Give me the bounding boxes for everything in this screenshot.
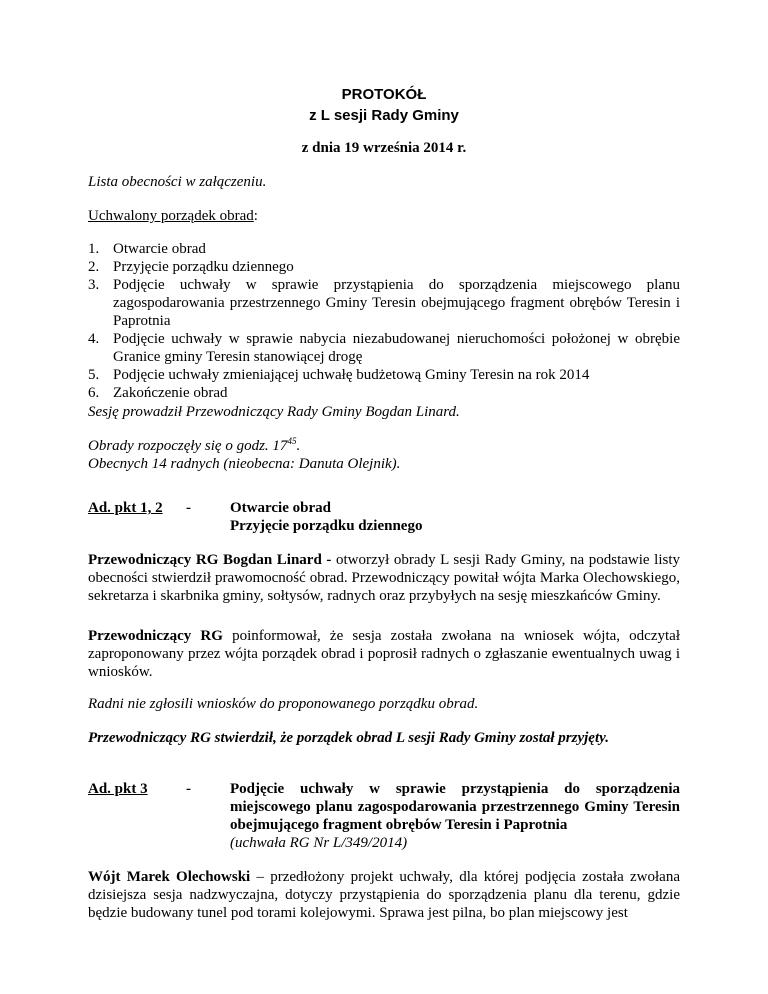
- agenda-item-text: Zakończenie obrad: [113, 385, 228, 401]
- section-1-dash: -: [186, 500, 191, 516]
- section-3-label: Ad. pkt 3: [88, 781, 148, 797]
- section-1-conclusion: Przewodniczący RG stwierdził, że porządek obrad L sesji Rady Gminy został przyjęty.: [88, 730, 609, 746]
- section-1-title-line1: Otwarcie obrad: [230, 500, 331, 516]
- section-1-label: Ad. pkt 1, 2: [88, 500, 163, 516]
- start-time-prefix: Obrady rozpoczęły się o godz. 17: [88, 438, 288, 454]
- agenda-item-text: Podjęcie uchwały w sprawie przystąpienia do sporządzenia miejscowego planu zagospodarowania przestrzennego Gminy Teresin obejmującego fragment obrębów Teresin i Paprotnia: [113, 277, 680, 329]
- chair-note: Sesję prowadził Przewodniczący Rady Gminy Bogdan Linard.: [88, 404, 460, 420]
- speaker-name: Przewodniczący RG: [88, 628, 223, 644]
- agenda-item: [88, 366, 680, 384]
- agenda-item: [88, 384, 680, 402]
- agenda-item-text: Podjęcie uchwały zmieniającej uchwałę budżetową Gminy Teresin na rok 2014: [113, 367, 590, 383]
- document-title: PROTOKÓŁ: [341, 86, 427, 103]
- agenda-item: [88, 276, 680, 330]
- speaker-name: Wójt Marek Olechowski: [88, 869, 251, 885]
- present-count: Obecnych 14 radnych (nieobecna: Danuta Olejnik).: [88, 456, 401, 472]
- section-1-paragraph-2: [88, 627, 680, 681]
- agenda-item-number: 5.: [88, 367, 100, 383]
- agenda-item: [88, 258, 680, 276]
- agenda-heading-colon: :: [253, 208, 258, 224]
- start-time-suffix: .: [296, 438, 301, 454]
- agenda-item-number: 4.: [88, 331, 100, 347]
- paragraph-text: otworzył obrady L sesji Rady Gminy, na podstawie listy obecności stwierdził prawomocność obrad. Przewodniczący powitał wójta Marka Olechowskiego, sekretarza i skarbnika gminy, sołtysów, radnych oraz przybyłych na sesję mieszkańców Gminy.: [88, 552, 680, 604]
- section-1-paragraph-1: [88, 551, 680, 605]
- agenda-heading: [88, 207, 258, 225]
- section-3-dash: -: [186, 781, 191, 797]
- agenda-item-number: 1.: [88, 241, 100, 257]
- agenda-item-text: Podjęcie uchwały w sprawie nabycia niezabudowanej nieruchomości położonej w obrębie Granice gminy Teresin stanowiącej drogę: [113, 331, 680, 365]
- section-1-paragraph-3: Radni nie zgłosili wniosków do proponowanego porządku obrad.: [88, 696, 479, 712]
- start-time: [88, 437, 300, 455]
- agenda-item-number: 2.: [88, 259, 100, 275]
- agenda-item: [88, 330, 680, 366]
- attendance-note: Lista obecności w załączeniu.: [88, 174, 267, 190]
- agenda-item-text: Otwarcie obrad: [113, 241, 206, 257]
- agenda-item-text: Przyjęcie porządku dziennego: [113, 259, 294, 275]
- agenda-heading-text: Uchwalony porządek obrad: [88, 208, 254, 224]
- section-1-title-line2: Przyjęcie porządku dziennego: [230, 518, 423, 534]
- section-3-title: Podjęcie uchwały w sprawie przystąpienia do sporządzenia miejscowego planu zagospodarowania przestrzennego Gminy Teresin obejmującego fragment obrębów Teresin i Paprotnia: [230, 781, 680, 833]
- paragraph-text: poinformował, że sesja została zwołana na wniosek wójta, odczytał zaproponowany przez wójta porządek obrad i poprosił radnych o zgłaszanie ewentualnych uwag i wniosków.: [88, 628, 680, 680]
- document-subtitle: z L sesji Rady Gminy: [309, 107, 459, 124]
- section-3-resolution: (uchwała RG Nr L/349/2014): [230, 835, 408, 851]
- section-3-paragraph-1: [88, 868, 680, 922]
- paragraph-text: – przedłożony projekt uchwały, dla której podjęcia została zwołana dzisiejsza sesja nadzwyczajna, dotyczy przystąpienia do sporządzenia planu dla terenu, gdzie będzie budowany tunel pod torami kolejowymi. Sprawa jest pilna, bo plan miejscowy jest: [88, 869, 680, 921]
- session-date: z dnia 19 września 2014 r.: [301, 140, 467, 156]
- start-time-minutes: 45: [287, 436, 297, 446]
- agenda-list: [88, 240, 680, 402]
- agenda-item-number: 3.: [88, 277, 100, 293]
- speaker-name: Przewodniczący RG Bogdan Linard -: [88, 552, 332, 568]
- agenda-item-number: 6.: [88, 385, 100, 401]
- agenda-item: [88, 240, 680, 258]
